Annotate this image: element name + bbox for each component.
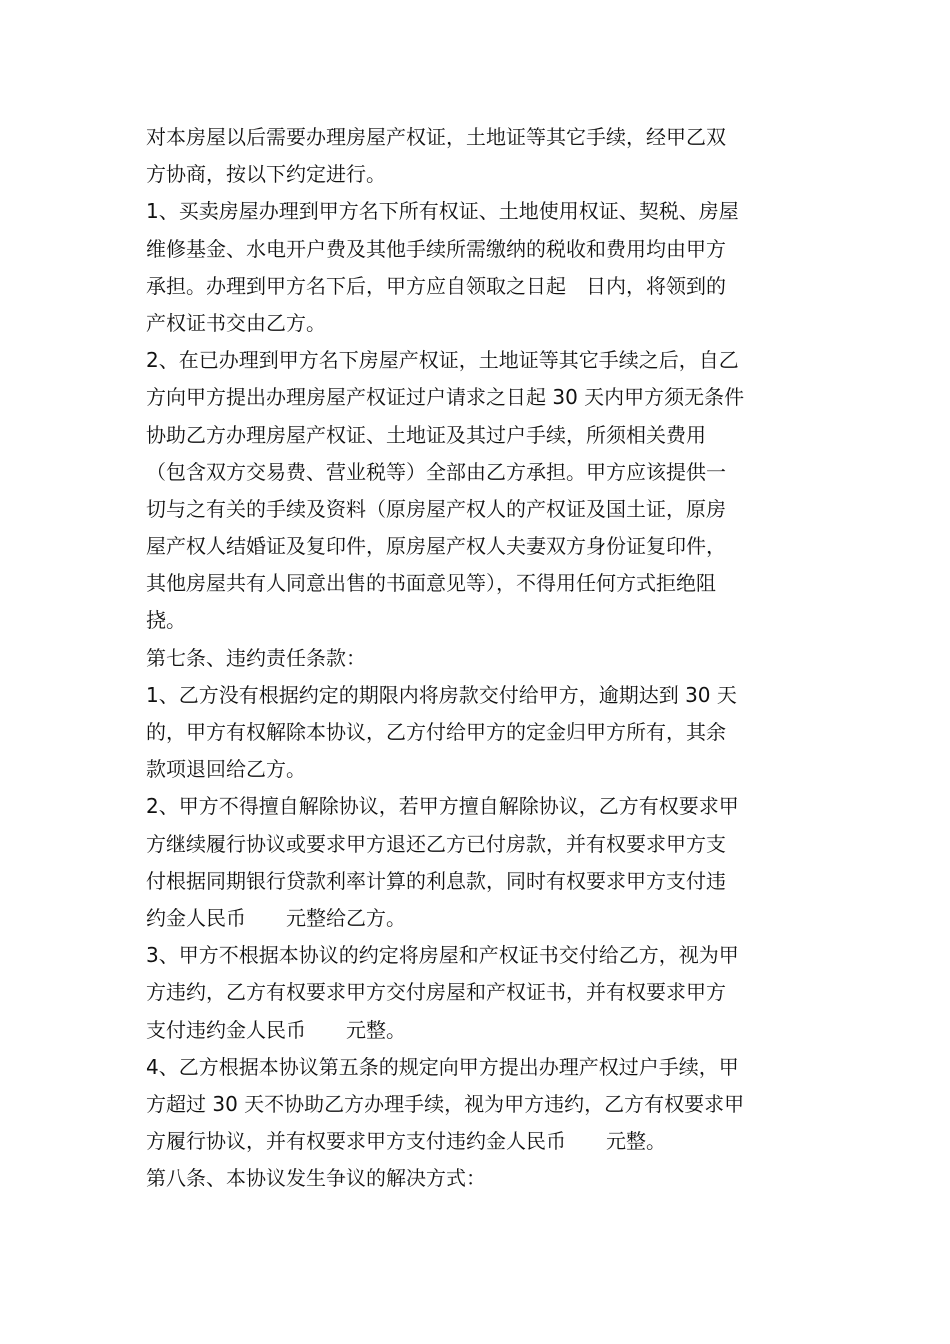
text-line: 约金人民币 元整给乙方。 xyxy=(146,905,406,930)
text-line: 支付违约金人民币 元整。 xyxy=(146,1017,406,1042)
text-line: 方超过 30 天不协助乙方办理手续，视为甲方违约，乙方有权要求甲 xyxy=(146,1091,745,1116)
section-heading: 第八条、本协议发生争议的解决方式： xyxy=(146,1166,486,1191)
text-line: 2、甲方不得擅自解除协议，若甲方擅自解除协议，乙方有权要求甲 xyxy=(146,794,739,819)
text-line: 对本房屋以后需要办理房屋产权证，土地证等其它手续，经甲乙双 xyxy=(146,125,726,149)
text-line: 2、在已办理到甲方名下房屋产权证，土地证等其它手续之后，自乙 xyxy=(146,348,739,373)
text-line: 方违约，乙方有权要求甲方交付房屋和产权证书，并有权要求甲方 xyxy=(146,980,726,1005)
text-line: 方履行协议，并有权要求甲方支付违约金人民币 元整。 xyxy=(146,1129,666,1154)
text-line: 切与之有关的手续及资料（原房屋产权人的产权证及国土证，原房 xyxy=(146,496,726,521)
document-body xyxy=(146,119,810,1197)
text-line: 1、买卖房屋办理到甲方名下所有权证、土地使用权证、契税、房屋 xyxy=(146,199,739,224)
text-line: 其他房屋共有人同意出售的书面意见等），不得用任何方式拒绝阻 xyxy=(146,571,716,596)
text-line: 协助乙方办理房屋产权证、土地证及其过户手续，所须相关费用 xyxy=(146,422,706,447)
text-line: 方协商，按以下约定进行。 xyxy=(146,162,386,187)
text-line: 方继续履行协议或要求甲方退还乙方已付房款，并有权要求甲方支 xyxy=(146,831,726,856)
text-line: 产权证书交由乙方。 xyxy=(146,310,326,335)
section-heading: 第七条、违约责任条款： xyxy=(146,645,366,670)
text-line: 付根据同期银行贷款利率计算的利息款，同时有权要求甲方支付违 xyxy=(146,868,726,893)
text-line: 屋产权人结婚证及复印件，原房屋产权人夫妻双方身份证复印件， xyxy=(146,534,726,559)
text-line: 承担。办理到甲方名下后，甲方应自领取之日起 日内，将领到的 xyxy=(146,273,726,298)
text-line: 方向甲方提出办理房屋产权证过户请求之日起 30 天内甲方须无条件 xyxy=(146,385,745,410)
text-line: 挠。 xyxy=(146,608,186,633)
text-line: 款项退回给乙方。 xyxy=(146,757,306,782)
text-line: 4、乙方根据本协议第五条的规定向甲方提出办理产权过户手续，甲 xyxy=(146,1054,739,1079)
text-line: 维修基金、水电开户费及其他手续所需缴纳的税收和费用均由甲方 xyxy=(146,236,726,261)
text-line: 的，甲方有权解除本协议，乙方付给甲方的定金归甲方所有，其余 xyxy=(146,720,726,744)
text-line: 3、甲方不根据本协议的约定将房屋和产权证书交付给乙方，视为甲 xyxy=(146,943,739,968)
text-line: 1、乙方没有根据约定的期限内将房款交付给甲方，逾期达到 30 天 xyxy=(146,682,737,707)
text-line: （包含双方交易费、营业税等）全部由乙方承担。甲方应该提供一 xyxy=(146,459,726,484)
